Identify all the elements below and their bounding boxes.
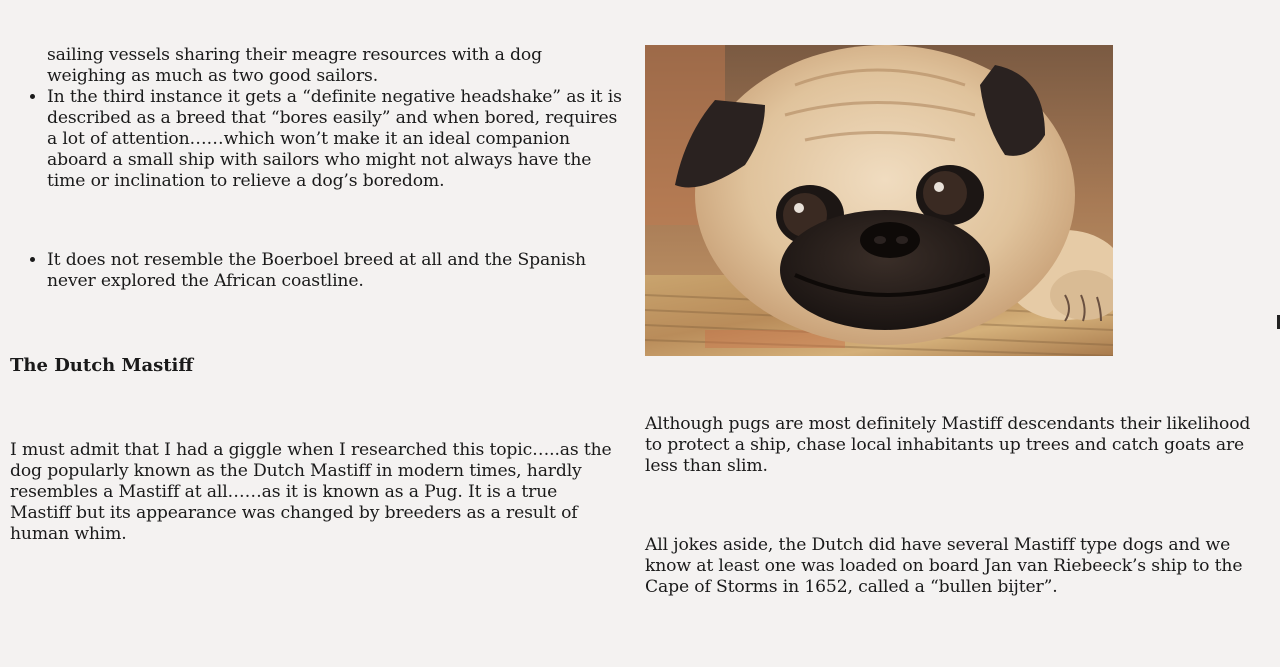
left-column: [10, 45, 622, 545]
bullet-list-second: [10, 250, 622, 292]
pug-paragraph: I must admit that I had a giggle when I researched this topic…..as the dog popularly known as the Dutch Mastiff in modern times, hardly resembles a Mastiff at all……as it is known as a Pug. It is a true Mastiff but its appearance was changed by breeders as a result of human whim.: [10, 440, 612, 544]
pug-photo: [645, 45, 1113, 356]
right-paragraph-1: Although pugs are most definitely Mastiff descendants their likelihood to protect a ship, chase local inhabitants up trees and catch goats are less than slim.: [645, 414, 1251, 476]
continued-paragraph: sailing vessels sharing their meagre resources with a dog weighing as much as two good sailors.: [47, 45, 542, 86]
section-heading: The Dutch Mastiff: [10, 355, 194, 376]
list-item: • In the third instance it gets a “definite negative headshake” as it is described as a breed that “bores easily” and when bored, requires a lot of attention……which won’t make it an ideal companion aboard a small ship with sailors who might not always have the time or inclination to relieve a dog’s boredom.: [47, 87, 622, 192]
pug-image: [645, 45, 1113, 356]
bullet-list-first: [10, 87, 622, 192]
right-column: [645, 45, 1265, 598]
list-item: • It does not resemble the Boerboel breed at all and the Spanish never explored the African coastline.: [47, 250, 622, 292]
right-paragraph-2: All jokes aside, the Dutch did have several Mastiff type dogs and we know at least one was loaded on board Jan van Riebeeck’s ship to the Cape of Storms in 1652, called a “bullen bijter”.: [645, 535, 1243, 597]
